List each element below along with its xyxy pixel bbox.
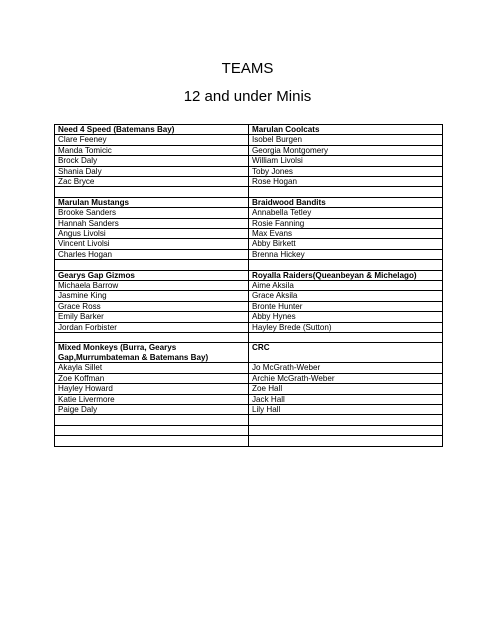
empty-cell — [249, 187, 443, 197]
player-name-left: Charles Hogan — [55, 249, 249, 259]
player-name-left: Clare Feeney — [55, 135, 249, 145]
player-name-left: Paige Daly — [55, 404, 249, 414]
team-name-left: Gearys Gap Gizmos — [55, 270, 249, 280]
spacer-row — [55, 415, 443, 425]
player-name-left: Hayley Howard — [55, 384, 249, 394]
teams-table-body — [55, 125, 443, 447]
player-name-left: Michaela Barrow — [55, 281, 249, 291]
team-header-row — [55, 270, 443, 280]
table-row — [55, 384, 443, 394]
team-name-left: Need 4 Speed (Batemans Bay) — [55, 125, 249, 135]
team-header-row — [55, 343, 443, 363]
spacer-row — [55, 260, 443, 270]
empty-cell — [249, 425, 443, 435]
player-name-left: Manda Tomicic — [55, 145, 249, 155]
player-name-left: Shania Daly — [55, 166, 249, 176]
page-title: TEAMS — [221, 60, 274, 77]
empty-cell — [249, 415, 443, 425]
empty-cell — [55, 425, 249, 435]
spacer-row — [55, 333, 443, 343]
player-name-right: Abby Hynes — [249, 312, 443, 322]
page-subtitle: 12 and under Minis — [183, 88, 312, 105]
player-name-left: Akayla Sillet — [55, 363, 249, 373]
player-name-right: Georgia Montgomery — [249, 145, 443, 155]
player-name-right: Zoe Hall — [249, 384, 443, 394]
player-name-left: Jordan Forbister — [55, 322, 249, 332]
spacer-row — [55, 425, 443, 435]
table-row — [55, 166, 443, 176]
table-row — [55, 404, 443, 414]
team-name-right: Marulan Coolcats — [249, 125, 443, 135]
player-name-right: Max Evans — [249, 229, 443, 239]
player-name-left: Vincent Livolsi — [55, 239, 249, 249]
team-name-left: Marulan Mustangs — [55, 197, 249, 207]
table-row — [55, 394, 443, 404]
team-name-right: Royalla Raiders(Queanbeyan & Michelago) — [249, 270, 443, 280]
table-row — [55, 145, 443, 155]
team-name-right: CRC — [249, 343, 443, 363]
player-name-right: Archie McGrath-Weber — [249, 373, 443, 383]
empty-cell — [249, 333, 443, 343]
table-row — [55, 301, 443, 311]
player-name-right: Bronte Hunter — [249, 301, 443, 311]
player-name-right: Isobel Burgen — [249, 135, 443, 145]
player-name-right: William Livolsi — [249, 156, 443, 166]
table-row — [55, 229, 443, 239]
table-row — [55, 239, 443, 249]
table-row — [55, 291, 443, 301]
table-row — [55, 322, 443, 332]
table-row — [55, 156, 443, 166]
table-row — [55, 373, 443, 383]
player-name-right: Hayley Brede (Sutton) — [249, 322, 443, 332]
player-name-right: Rose Hogan — [249, 177, 443, 187]
player-name-right: Lily Hall — [249, 404, 443, 414]
player-name-left: Emily Barker — [55, 312, 249, 322]
empty-cell — [55, 415, 249, 425]
empty-cell — [55, 187, 249, 197]
player-name-right: Abby Birkett — [249, 239, 443, 249]
player-name-right: Toby Jones — [249, 166, 443, 176]
team-name-right: Braidwood Bandits — [249, 197, 443, 207]
table-row — [55, 281, 443, 291]
team-name-left: Mixed Monkeys (Burra, Gearys Gap,Murrumbateman & Batemans Bay) — [55, 343, 249, 363]
table-row — [55, 177, 443, 187]
teams-table — [54, 124, 443, 447]
player-name-left: Zac Bryce — [55, 177, 249, 187]
player-name-left: Grace Ross — [55, 301, 249, 311]
team-header-row — [55, 125, 443, 135]
empty-cell — [249, 436, 443, 446]
player-name-left: Brooke Sanders — [55, 208, 249, 218]
player-name-left: Angus Livolsi — [55, 229, 249, 239]
player-name-right: Aime Aksila — [249, 281, 443, 291]
player-name-right: Grace Aksila — [249, 291, 443, 301]
player-name-left: Jasmine King — [55, 291, 249, 301]
table-row — [55, 312, 443, 322]
table-row — [55, 208, 443, 218]
player-name-right: Rosie Fanning — [249, 218, 443, 228]
player-name-left: Brock Daly — [55, 156, 249, 166]
empty-cell — [55, 436, 249, 446]
empty-cell — [55, 260, 249, 270]
player-name-left: Hannah Sanders — [55, 218, 249, 228]
table-row — [55, 249, 443, 259]
empty-cell — [249, 260, 443, 270]
player-name-right: Annabella Tetley — [249, 208, 443, 218]
player-name-right: Brenna Hickey — [249, 249, 443, 259]
table-row — [55, 218, 443, 228]
spacer-row — [55, 436, 443, 446]
table-row — [55, 135, 443, 145]
table-row — [55, 363, 443, 373]
player-name-right: Jack Hall — [249, 394, 443, 404]
player-name-left: Zoe Koffman — [55, 373, 249, 383]
empty-cell — [55, 333, 249, 343]
spacer-row — [55, 187, 443, 197]
team-header-row — [55, 197, 443, 207]
player-name-right: Jo McGrath-Weber — [249, 363, 443, 373]
player-name-left: Katie Livermore — [55, 394, 249, 404]
